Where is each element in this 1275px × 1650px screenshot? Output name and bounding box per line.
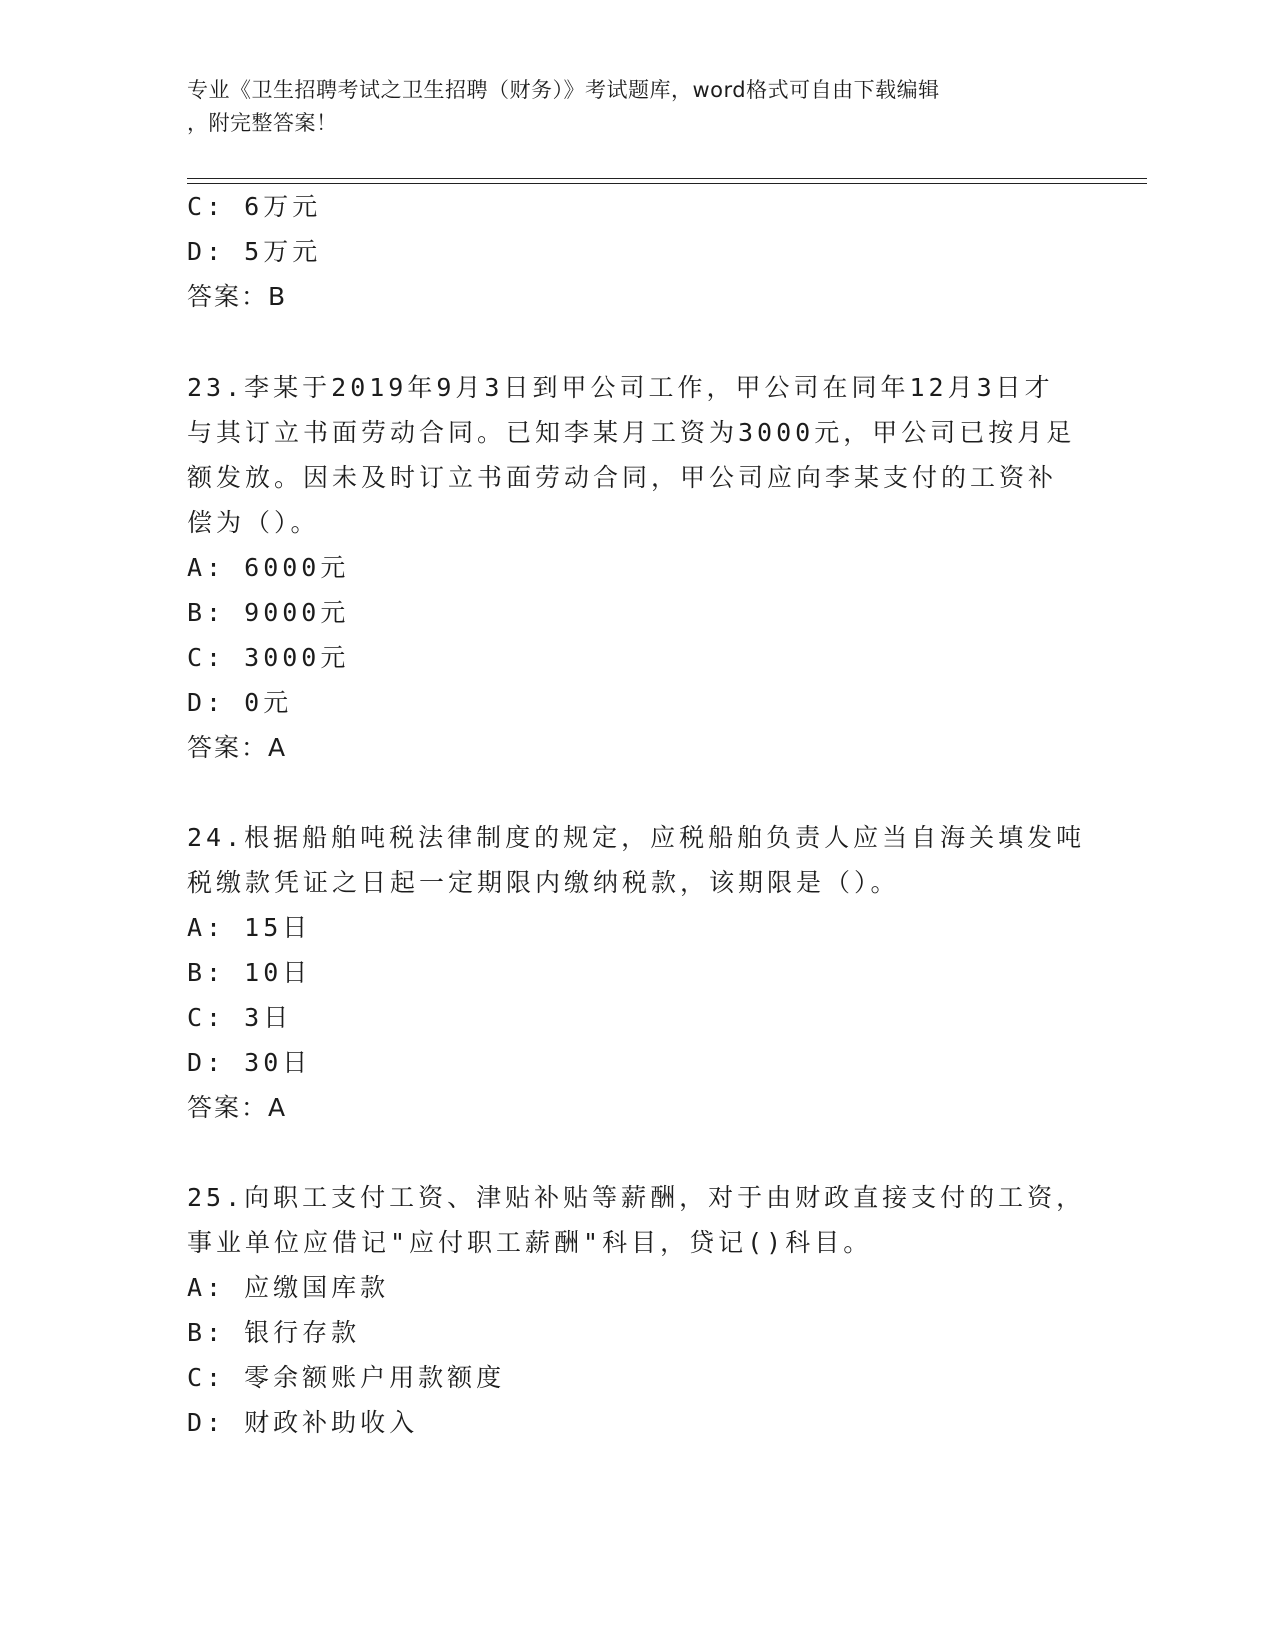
option-line: A: 6000元 xyxy=(187,553,350,582)
option-line: D: 0元 xyxy=(187,688,293,717)
option-line: B: 10日 xyxy=(187,958,312,987)
option-line: C: 3000元 xyxy=(187,643,350,672)
option-line: D: 5万元 xyxy=(187,237,322,266)
question-line: 额发放。因未及时订立书面劳动合同，甲公司应向李某支付的工资补 xyxy=(187,463,1058,492)
header-line-1: 专业《卫生招聘考试之卫生招聘（财务）》考试题库，word格式可自由下载编辑 xyxy=(187,78,940,102)
header-rule-top xyxy=(187,178,1147,179)
answer-line: 答案：B xyxy=(187,282,288,311)
question-line: 事业单位应借记"应付职工薪酬"科目，贷记()科目。 xyxy=(187,1228,873,1257)
question-line: 与其订立书面劳动合同。已知李某月工资为3000元，甲公司已按月足 xyxy=(187,418,1076,447)
question-line: 23.李某于2019年9月3日到甲公司工作，甲公司在同年12月3日才 xyxy=(187,373,1054,402)
option-line: C: 3日 xyxy=(187,1003,293,1032)
header-line-2: ，附完整答案！ xyxy=(187,111,338,135)
header-rule-bottom xyxy=(187,183,1147,184)
question-line: 税缴款凭证之日起一定期限内缴纳税款，该期限是（）。 xyxy=(187,868,900,897)
option-line: C: 零余额账户用款额度 xyxy=(187,1363,506,1392)
option-line: B: 银行存款 xyxy=(187,1318,361,1347)
option-line: D: 30日 xyxy=(187,1048,312,1077)
question-line: 25.向职工支付工资、津贴补贴等薪酬，对于由财政直接支付的工资， xyxy=(187,1183,1086,1212)
option-line: C: 6万元 xyxy=(187,192,322,221)
answer-line: 答案：A xyxy=(187,733,288,762)
option-line: B: 9000元 xyxy=(187,598,350,627)
option-line: A: 15日 xyxy=(187,913,312,942)
answer-line: 答案：A xyxy=(187,1093,288,1122)
option-line: A: 应缴国库款 xyxy=(187,1273,390,1302)
question-line: 24.根据船舶吨税法律制度的规定，应税船舶负责人应当自海关填发吨 xyxy=(187,823,1086,852)
document-header xyxy=(187,74,1087,140)
question-line: 偿为（）。 xyxy=(187,508,320,537)
option-line: D: 财政补助收入 xyxy=(187,1408,419,1437)
